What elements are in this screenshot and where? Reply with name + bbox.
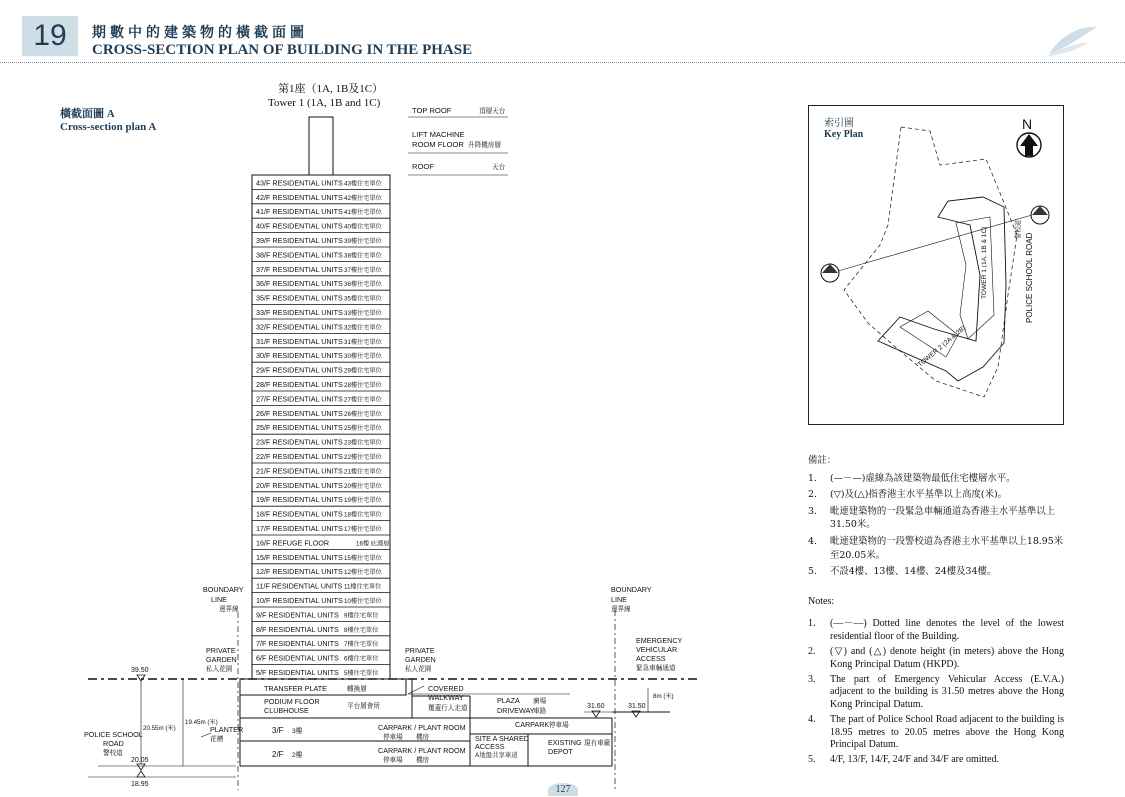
floor-2f-label: 2/F	[272, 750, 284, 759]
eva-label-1: EMERGENCY	[636, 636, 683, 645]
floor-label: 32/F RESIDENTIAL UNITS	[256, 322, 343, 332]
floor-label-cn: 25樓住宅單位	[344, 425, 382, 433]
site-access-label-cn: A地盤共享車道	[475, 752, 518, 759]
floor-label-cn: 20樓住宅單位	[344, 482, 382, 490]
tower-title-en: Tower 1 (1A, 1B and 1C)	[268, 97, 381, 109]
section-title-cn: 橫截面圖 A	[60, 108, 115, 120]
level-39-50: 39.50	[131, 667, 149, 674]
floor-label-cn: 10樓住宅單位	[344, 597, 382, 605]
notes-title: Notes:	[808, 596, 835, 607]
floor-label-cn: 12樓住宅單位	[344, 569, 382, 577]
carpark-plant-3f-label: CARPARK / PLANT ROOM	[378, 723, 466, 732]
boundary-right-label-1: BOUNDARY	[611, 585, 652, 594]
podium-label-2: CLUBHOUSE	[264, 706, 309, 715]
floor-label-cn: 8樓住宅單位	[344, 626, 379, 634]
depot-label-1: EXISTING	[548, 738, 582, 747]
floor-label: 33/F RESIDENTIAL UNITS	[256, 307, 343, 317]
garden-left-label-1: PRIVATE	[206, 646, 236, 655]
police-road-label-2: ROAD	[103, 739, 124, 748]
site-access-label-1: SITE A SHARED	[475, 734, 529, 743]
eva-label-2: VEHICULAR	[636, 645, 678, 654]
floor-label: 20/F RESIDENTIAL UNITS	[256, 480, 343, 490]
tower-title-cn: 第1座（1A, 1B及1C）	[278, 83, 384, 95]
floor-label-cn: 30樓住宅單位	[344, 353, 382, 361]
lift-room-label-cn: 升降機房層	[468, 142, 501, 149]
boundary-right-label-cn: 邊界線	[611, 606, 631, 613]
floor-label-cn: 35樓住宅單位	[344, 295, 382, 303]
floor-label: 42/F RESIDENTIAL UNITS	[256, 192, 343, 202]
floor-label-cn: 36樓住宅單位	[344, 281, 382, 289]
page-title-en: CROSS-SECTION PLAN OF BUILDING IN THE PHASE	[92, 42, 473, 58]
garden-right-label-1: PRIVATE	[405, 646, 435, 655]
floor-3f-label: 3/F	[272, 726, 284, 735]
floor-label-cn: 9樓住宅單位	[344, 612, 379, 620]
lift-room-label-2: ROOM FLOOR	[412, 140, 464, 149]
floor-label-cn: 32樓住宅單位	[344, 324, 382, 332]
section-marker-right-label: A	[1036, 214, 1042, 223]
transfer-plate-label-cn: 轉換層	[347, 686, 367, 693]
key-plan-road-label-cn: 警校道	[1015, 219, 1022, 239]
floor-label: 15/F RESIDENTIAL UNITS	[256, 552, 343, 562]
floor-label-cn: 16樓 庇護層	[356, 540, 390, 548]
depot-label-2: DEPOT	[548, 747, 573, 756]
floor-label-cn: 38樓住宅單位	[344, 252, 382, 260]
planter-label-cn: 花槽	[210, 736, 224, 743]
lift-room-label-1: LIFT MACHINE	[412, 130, 465, 139]
garden-left-label-cn: 私人花園	[206, 666, 233, 673]
level-20-05: 20.05	[131, 757, 149, 764]
podium-label-1: PODIUM FLOOR	[264, 697, 320, 706]
floor-label: 27/F RESIDENTIAL UNITS	[256, 394, 343, 404]
covered-walkway-label-1: COVERED	[428, 684, 464, 693]
floor-3f-label-cn: 3樓	[292, 728, 303, 735]
floor-label-cn: 7樓住宅單位	[344, 641, 379, 649]
floor-label: 12/F RESIDENTIAL UNITS	[256, 567, 343, 577]
remark-item: 2. (▽)及(△)指香港主水平基準以上高度(米)。	[808, 489, 1007, 501]
remark-item: 4. 毗連建築物的一段警校道為香港主水平基準以上18.95米至20.05米。	[808, 535, 1064, 561]
carpark-plant-2f-label-cn: 停車場 機房	[383, 757, 430, 764]
remark-item: 3. 毗連建築物的一段緊急車輛通道為香港主水平基準以上31.50米。	[808, 505, 1056, 531]
leaf-logo-icon	[1045, 24, 1100, 58]
podium-label-cn: 平台層會所	[347, 703, 380, 710]
plaza-label-2: DRIVEWAY	[497, 706, 535, 715]
floor-label: 35/F RESIDENTIAL UNITS	[256, 293, 343, 303]
floor-label-cn: 19樓住宅單位	[344, 497, 382, 505]
floor-label: 10/F RESIDENTIAL UNITS	[256, 595, 343, 605]
police-road-label-cn: 警校道	[103, 750, 123, 757]
boundary-left-label-cn: 邊界線	[219, 606, 239, 613]
floor-label-cn: 43樓住宅單位	[344, 180, 382, 188]
floor-label-cn: 26樓住宅單位	[344, 410, 382, 418]
note-item: 2. (▽) and (△) denote height (in meters) above the Hong Kong Principal Datum (HKPD).	[808, 646, 1064, 670]
floor-label-cn: 29樓住宅單位	[344, 367, 382, 375]
eva-label-cn: 緊急車輛通道	[636, 665, 676, 672]
roof-label-cn: 天台	[492, 164, 506, 171]
floor-label: 31/F RESIDENTIAL UNITS	[256, 336, 343, 346]
floor-label-cn: 27樓住宅單位	[344, 396, 382, 404]
floor-label-cn: 33樓住宅單位	[344, 309, 382, 317]
floor-label-cn: 28樓住宅單位	[344, 381, 382, 389]
floor-label-cn: 37樓住宅單位	[344, 266, 382, 274]
note-item: 4. The part of Police School Road adjacent to the building is 18.95 metres to 20.05 metres above the Hong Kong Principal Datum.	[808, 714, 1064, 751]
carpark-plant-2f-label: CARPARK / PLANT ROOM	[378, 746, 466, 755]
garden-right-label-2: GARDEN	[405, 655, 436, 664]
floor-label: 8/F RESIDENTIAL UNITS	[256, 624, 339, 634]
level-18-95: 18.95	[131, 781, 149, 788]
floor-label-cn: 15樓住宅單位	[344, 554, 382, 562]
section-title-en: Cross-section plan A	[60, 121, 157, 133]
floor-label-cn: 40樓住宅單位	[344, 223, 382, 231]
floor-label: 18/F RESIDENTIAL UNITS	[256, 509, 343, 519]
floor-label: 21/F RESIDENTIAL UNITS	[256, 466, 343, 476]
roof-label: ROOF	[412, 162, 434, 171]
floor-label: 36/F RESIDENTIAL UNITS	[256, 279, 343, 289]
floor-label: 17/F RESIDENTIAL UNITS	[256, 523, 343, 533]
transfer-plate-label: TRANSFER PLATE	[264, 684, 327, 693]
level-marker-20-05-icon	[137, 764, 145, 770]
floor-label: 9/F RESIDENTIAL UNITS	[256, 610, 339, 620]
depot-label-cn: 現有車廠	[584, 740, 611, 747]
garden-left-label-2: GARDEN	[206, 655, 237, 664]
note-item: 3. The part of Emergency Vehicular Access (E.V.A.) adjacent to the building is 31.50 metres above the Hong Kong Principal Datum.	[808, 674, 1064, 710]
floor-label: 37/F RESIDENTIAL UNITS	[256, 264, 343, 274]
dim-8m: 8m (米)	[653, 693, 674, 700]
key-plan-tower1-label: TOWER 1 (1A, 1B & 1C)	[981, 226, 988, 299]
police-road-label-1: POLICE SCHOOL	[84, 730, 143, 739]
garden-right-label-cn: 私人花園	[405, 666, 432, 673]
boundary-left-label-1: BOUNDARY	[203, 585, 244, 594]
dim-20-55m: 20.55m (米)	[143, 725, 176, 732]
key-plan-title-cn: 索引圖	[824, 118, 854, 129]
dim-19-45m: 19.45m (米)	[185, 719, 218, 726]
floor-2f-label-cn: 2樓	[292, 752, 303, 759]
covered-walkway-label-cn: 覆蓋行人走道	[428, 705, 468, 712]
level-31-60: 31.60	[587, 703, 605, 710]
north-label: N	[1022, 116, 1033, 132]
floor-label: 22/F RESIDENTIAL UNITS	[256, 451, 343, 461]
floor-label: 39/F RESIDENTIAL UNITS	[256, 235, 343, 245]
level-marker-39-50-icon	[137, 675, 145, 681]
section-marker-left-label: A	[826, 272, 832, 281]
plaza-label-1: PLAZA	[497, 696, 520, 705]
floor-label: 28/F RESIDENTIAL UNITS	[256, 379, 343, 389]
note-item: 5. 4/F, 13/F, 14/F, 24/F and 34/F are omitted.	[808, 754, 999, 766]
floor-label-cn: 39樓住宅單位	[344, 237, 382, 245]
floor-label: 40/F RESIDENTIAL UNITS	[256, 221, 343, 231]
floor-label: 41/F RESIDENTIAL UNITS	[256, 207, 343, 217]
level-marker-18-95-icon	[137, 771, 145, 777]
page-number: 127	[548, 783, 578, 796]
floor-label: 11/F RESIDENTIAL UNITS	[256, 581, 343, 591]
floor-label-cn: 42樓住宅單位	[344, 194, 382, 202]
floor-label: 29/F RESIDENTIAL UNITS	[256, 365, 343, 375]
top-roof-label-cn: 頂層天台	[479, 108, 506, 115]
plaza-label-cn-1: 廣場	[533, 698, 547, 705]
floor-label: 26/F RESIDENTIAL UNITS	[256, 408, 343, 418]
planter-label: PLANTER	[210, 725, 244, 734]
chapter-badge: 19	[22, 16, 78, 56]
floor-label: 5/F RESIDENTIAL UNITS	[256, 667, 339, 677]
eva-label-3: ACCESS	[636, 654, 666, 663]
floor-label: 30/F RESIDENTIAL UNITS	[256, 351, 343, 361]
floor-label-cn: 17樓住宅單位	[344, 525, 382, 533]
key-plan-tower2-label: TOWER 2 (2A & 2B)	[916, 324, 968, 369]
boundary-right-label-2: LINE	[611, 595, 627, 604]
floor-label-cn: 41樓住宅單位	[344, 209, 382, 217]
page-title-cn: 期數中的建築物的橫截面圖	[92, 25, 308, 41]
floor-label: 38/F RESIDENTIAL UNITS	[256, 250, 343, 260]
floor-label-cn: 11樓住宅單位	[344, 583, 382, 591]
boundary-left-label-2: LINE	[211, 595, 227, 604]
covered-walkway-label-2: WALKWAY	[428, 693, 464, 702]
top-roof-label: TOP ROOF	[412, 106, 452, 115]
floor-label-cn: 22樓住宅單位	[344, 453, 382, 461]
carpark-label: CARPARK	[515, 720, 550, 729]
floor-label: 43/F RESIDENTIAL UNITS	[256, 178, 343, 188]
carpark-plant-3f-label-cn: 停車場 機房	[383, 734, 430, 741]
remark-item: 5. 不設4樓、13樓、14樓、24樓及34樓。	[808, 566, 997, 578]
site-access-label-2: ACCESS	[475, 742, 505, 751]
remarks-title: 備註：	[808, 455, 837, 466]
floor-label-cn: 6樓住宅單位	[344, 655, 379, 663]
floor-label: 25/F RESIDENTIAL UNITS	[256, 423, 343, 433]
floor-label-cn: 23樓住宅單位	[344, 439, 382, 447]
floor-label-cn: 5樓住宅單位	[344, 669, 379, 677]
key-plan-title-en: Key Plan	[824, 129, 864, 140]
floor-label: 23/F RESIDENTIAL UNITS	[256, 437, 343, 447]
notes-en	[808, 596, 1064, 770]
floor-label: 6/F RESIDENTIAL UNITS	[256, 653, 339, 663]
note-item: 1. (—－—) Dotted line denotes the level of the lowest residential floor of the Building.	[808, 618, 1064, 642]
plaza-label-cn-2: 車路	[533, 708, 547, 715]
key-plan-drawing	[808, 105, 1062, 423]
north-arrow-icon	[1017, 133, 1041, 157]
floor-label: 19/F RESIDENTIAL UNITS	[256, 495, 343, 505]
remark-item: 1. (—－—)虛線為該建築物最低住宅樓層水平。	[808, 472, 1016, 484]
floor-label: 16/F REFUGE FLOOR	[256, 538, 330, 548]
remarks-cn	[808, 454, 1070, 582]
floor-label-cn: 18樓住宅單位	[344, 511, 382, 519]
level-31-50: 31.50	[628, 703, 646, 710]
carpark-label-cn: 停車場	[549, 722, 569, 729]
key-plan-road-label: POLICE SCHOOL ROAD	[1025, 232, 1034, 323]
floor-label: 7/F RESIDENTIAL UNITS	[256, 639, 339, 649]
floor-label-cn: 31樓住宅單位	[344, 338, 382, 346]
floor-label-cn: 21樓住宅單位	[344, 468, 382, 476]
